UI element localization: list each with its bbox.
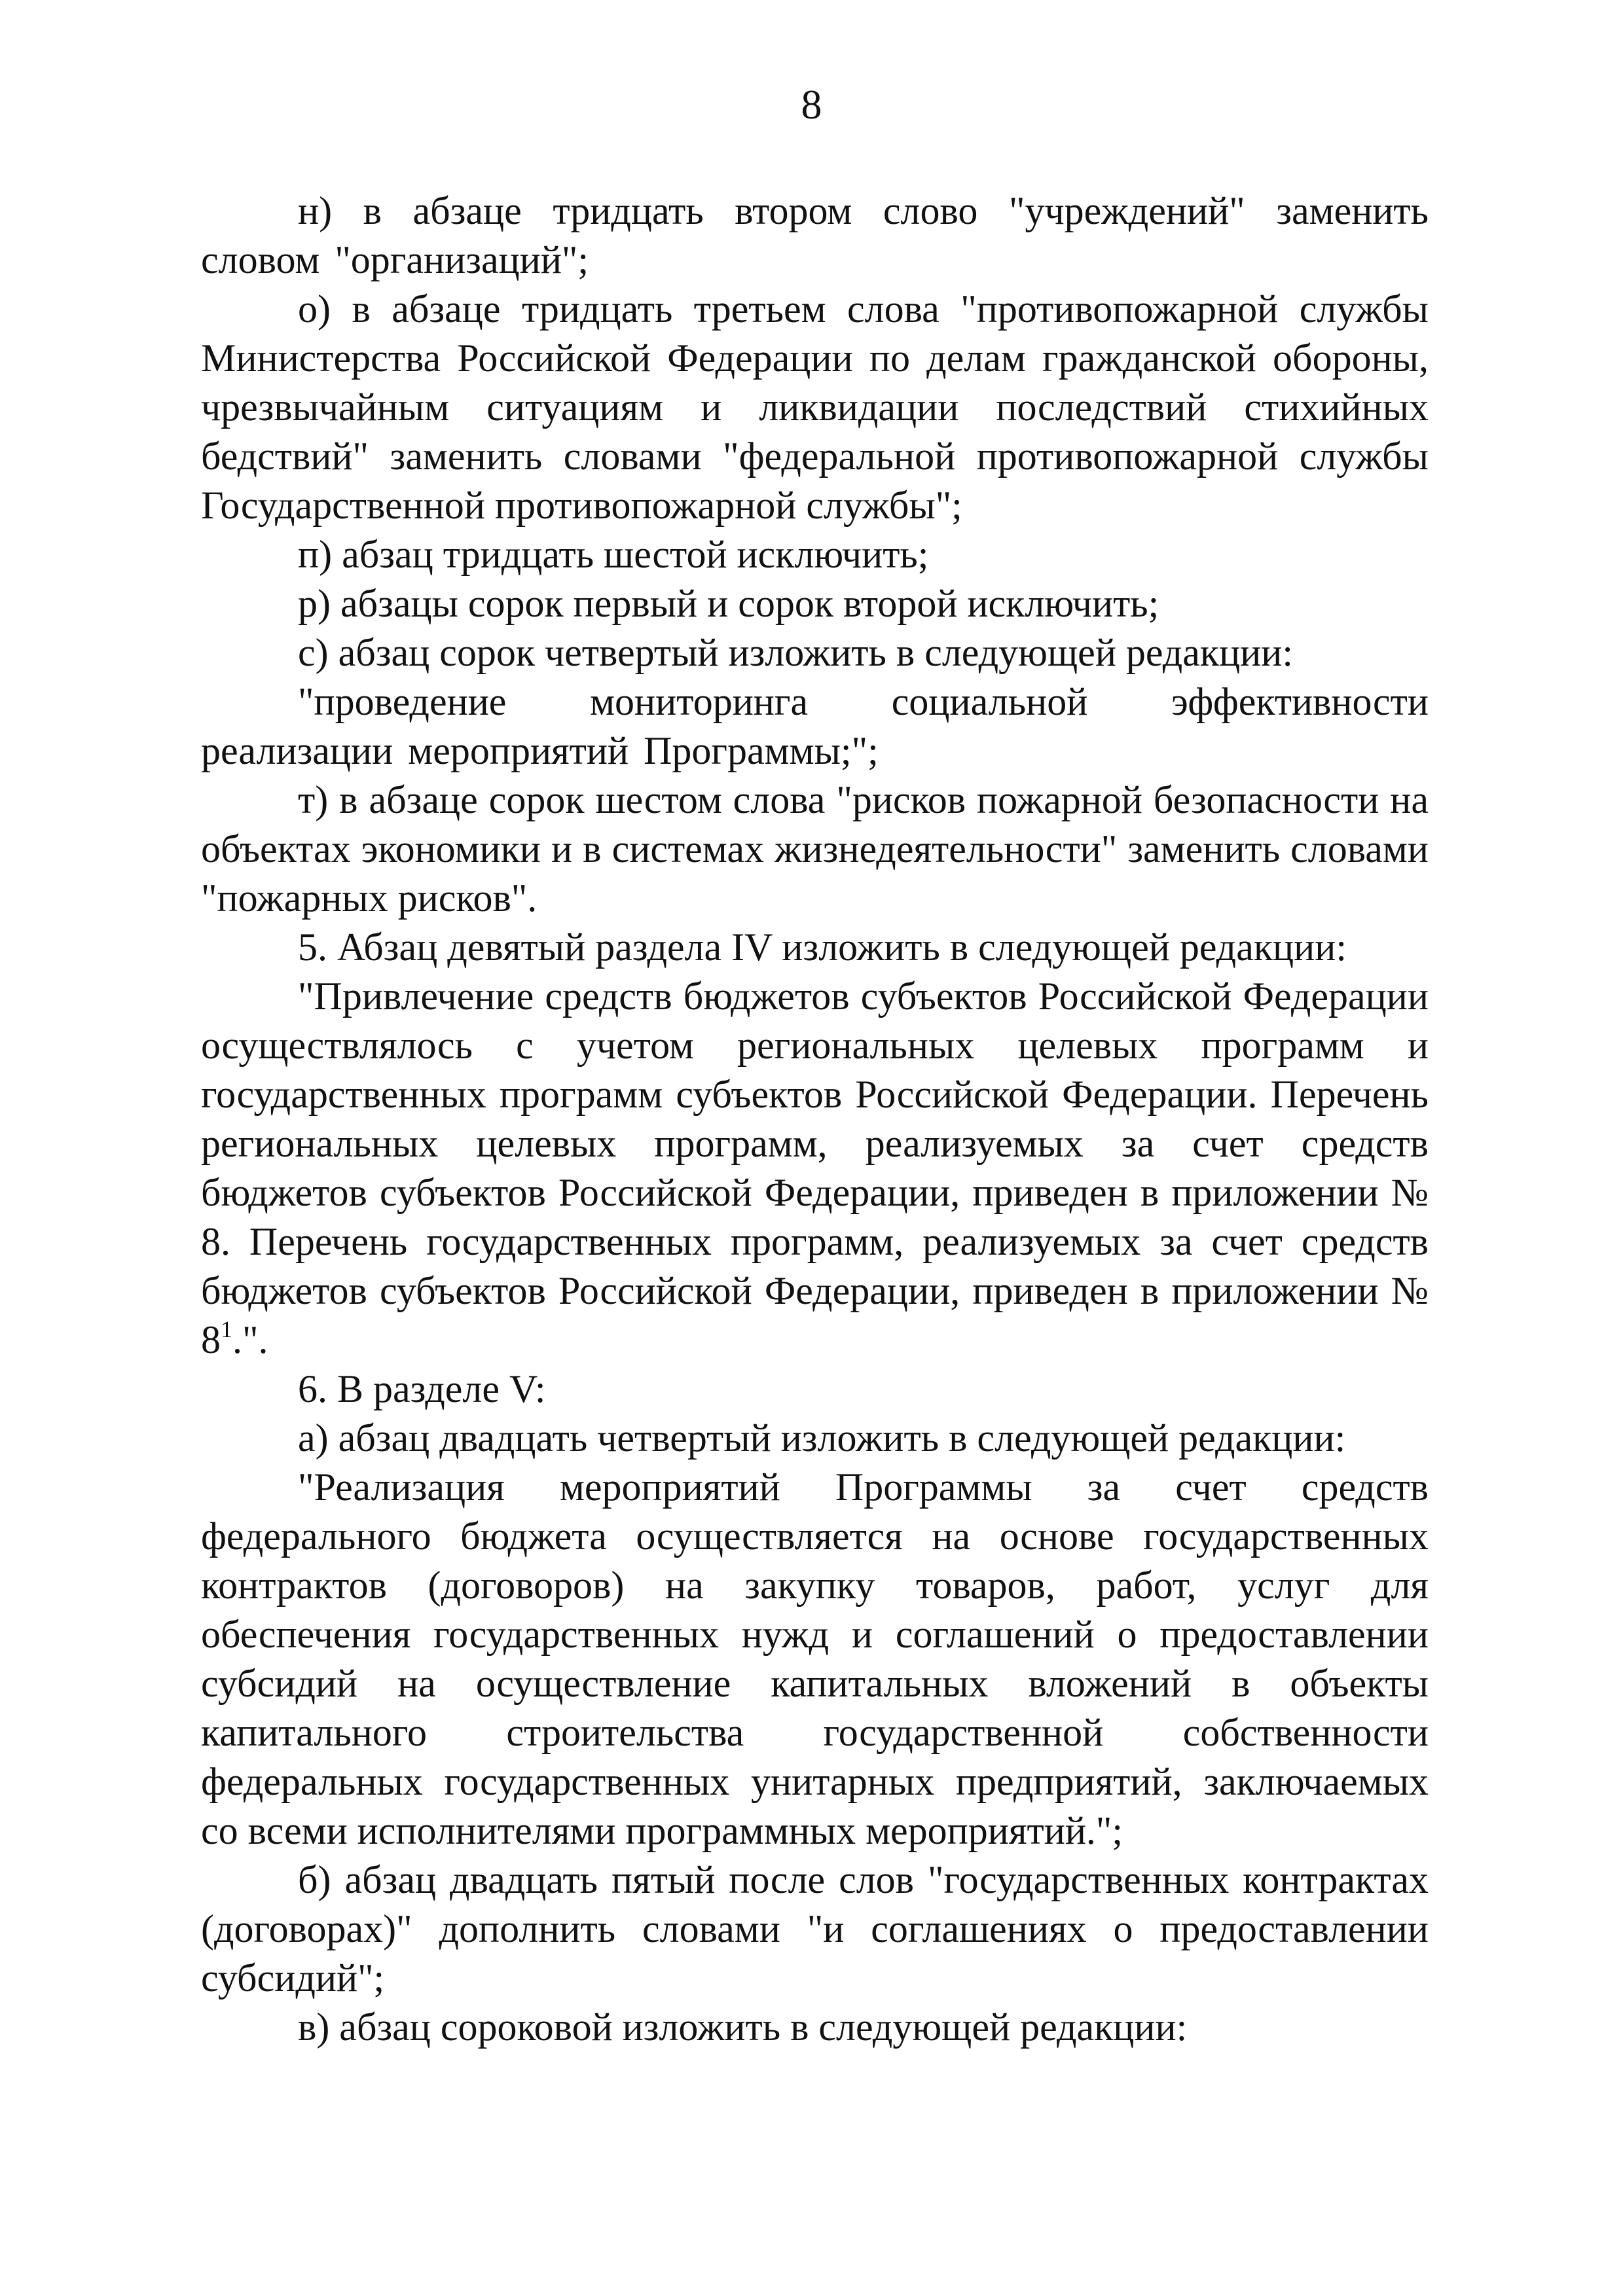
- paragraph-funding-quote: [201, 972, 1429, 1365]
- paragraph-r: р) абзацы сорок первый и сорок второй исключить;: [298, 582, 1159, 625]
- paragraph-monitoring-quote: "проведение мониторинга социальной эффективности реализации мероприятий Программы;";: [201, 680, 1429, 772]
- paragraph-v: в) абзац сороковой изложить в следующей редакции:: [298, 2005, 1188, 2049]
- paragraph-a: а) абзац двадцать четвертый изложить в следующей редакции:: [298, 1416, 1346, 1460]
- paragraph-t: т) в абзаце сорок шестом слова "рисков пожарной безопасности на объектах экономики и в системах жизнедеятельности" заменить словами "пожарных рисков".: [201, 778, 1429, 920]
- paragraph-b: б) абзац двадцать пятый после слов "государственных контрактах (договорах)" дополнить словами "и соглашениях о предоставлении субсидий";: [201, 1858, 1429, 2000]
- paragraph-o: о) в абзаце тридцать третьем слова "противопожарной службы Министерства Российской Федерации по делам гражданской обороны, чрезвычайным ситуациям и ликвидации последствий стихийных бедствий" заменить словами "федеральной противопожарной службы Государственной противопожарной службы";: [201, 287, 1429, 527]
- document-body: [201, 187, 1429, 2052]
- paragraph-item-5: 5. Абзац девятый раздела IV изложить в следующей редакции:: [298, 925, 1347, 969]
- footnote-superscript: 1: [221, 1316, 232, 1342]
- paragraph-s: с) абзац сорок четвертый изложить в следующей редакции:: [298, 631, 1294, 674]
- paragraph-p: п) абзац тридцать шестой исключить;: [298, 533, 929, 576]
- paragraph-implementation-quote: "Реализация мероприятий Программы за счет средств федерального бюджета осуществляется на основе государственных контрактов (договоров) на закупку товаров, работ, услуг для обеспечения государственных нужд и соглашений о предоставлении субсидий на осуществление капитальных вложений в объекты капитального строительства государственной собственности федеральных государственных унитарных предприятий, заключаемых со всеми исполнителями программных мероприятий.";: [201, 1465, 1429, 1852]
- paragraph-n: н) в абзаце тридцать втором слово "учреждений" заменить словом "организаций";: [201, 189, 1429, 281]
- funding-quote-ending: .".: [232, 1318, 268, 1361]
- page-number: 8: [801, 81, 822, 128]
- paragraph-item-6: 6. В разделе V:: [298, 1367, 546, 1410]
- funding-quote-text: "Привлечение средств бюджетов субъектов Российской Федерации осуществлялось с учетом региональных целевых программ и государственных программ субъектов Российской Федерации. Перечень региональных целевых программ, реализуемых за счет средств бюджетов субъектов Российской Федерации, приведен в приложении № 8. Перечень государственных программ, реализуемых за счет средств бюджетов субъектов Российской Федерации, приведен в приложении № 8: [201, 975, 1429, 1361]
